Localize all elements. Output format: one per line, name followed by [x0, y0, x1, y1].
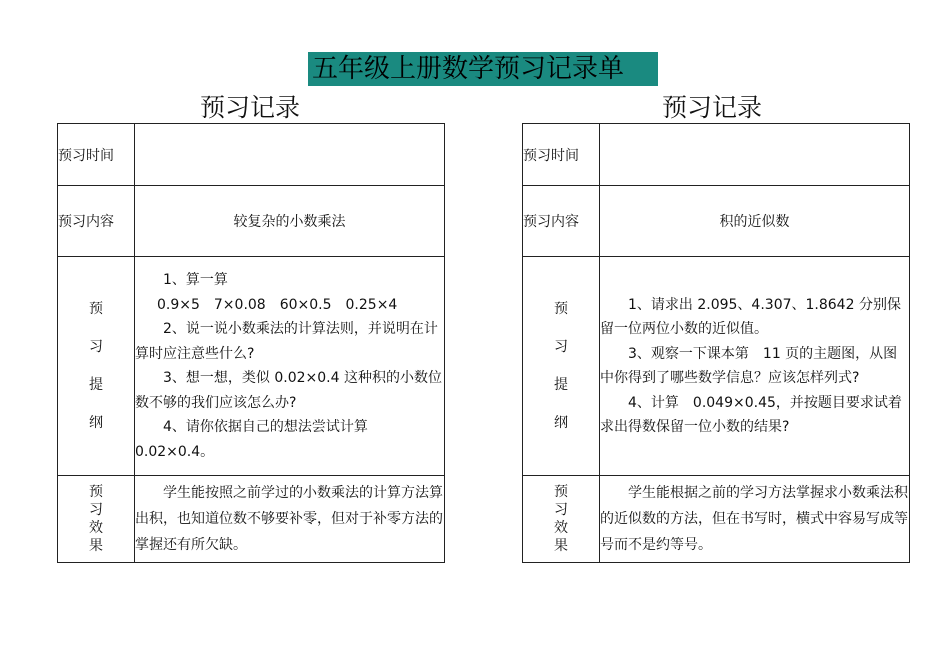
- card-heading-right: 预习记录: [662, 93, 763, 122]
- outline-content: [135, 257, 445, 476]
- label-outline-char: 习: [89, 339, 103, 355]
- label-effect-char: 预: [554, 484, 568, 500]
- label-outline-char: 纲: [89, 415, 103, 431]
- label-content: 预习内容: [58, 186, 135, 257]
- row-effect: [58, 476, 445, 563]
- label-effect-char: 效: [554, 520, 568, 536]
- effect-text: 学生能根据之前的学习方法掌握求小数乘法积的近似数的方法，但在书写时，横式中容易写成等号而不是约等号。: [600, 485, 908, 553]
- label-effect-char: 习: [89, 502, 103, 518]
- outline-item: 3、观察一下课本第 11 页的主题图，从图中你得到了哪些数学信息？应该怎样列式?: [600, 345, 898, 386]
- row-effect: [523, 476, 910, 563]
- row-content: [523, 186, 910, 257]
- label-outline-char: 提: [554, 377, 568, 393]
- effect-content: [600, 476, 910, 563]
- row-outline: [58, 257, 445, 476]
- label-time: 预习时间: [58, 124, 135, 186]
- outline-item: 2、说一说小数乘法的计算法则，并说明在计算时应注意些什么?: [135, 321, 438, 362]
- row-outline: [523, 257, 910, 476]
- label-effect-char: 果: [89, 538, 103, 554]
- label-outline: [523, 257, 600, 476]
- label-effect: [58, 476, 135, 563]
- page-title: 五年级上册数学预习记录单: [308, 52, 658, 86]
- row-content: [58, 186, 445, 257]
- row-time: [58, 124, 445, 186]
- label-outline-char: 提: [89, 377, 103, 393]
- label-outline-char: 预: [89, 301, 103, 317]
- row-time: [523, 124, 910, 186]
- outline-item: 4、请你依据自己的想法尝试计算 0.02×0.4。: [135, 419, 396, 460]
- outline-content: [600, 257, 910, 476]
- label-effect-char: 果: [554, 538, 568, 554]
- outline-item: 3、想一想，类似 0.02×0.4 这种积的小数位数不够的我们应该怎么办?: [135, 370, 442, 411]
- label-outline-char: 习: [554, 339, 568, 355]
- outline-item: 1、请求出 2.095、4.307、1.8642 分别保留一位两位小数的近似值。: [600, 296, 901, 337]
- label-content: 预习内容: [523, 186, 600, 257]
- label-effect: [523, 476, 600, 563]
- effect-text: 学生能按照之前学过的小数乘法的计算方法算出积，也知道位数不够要补零，但对于补零方法的掌握还有所欠缺。: [135, 485, 443, 553]
- record-table-right: [522, 123, 910, 563]
- topic-text: 较复杂的小数乘法: [135, 186, 445, 257]
- topic-text: 积的近似数: [600, 186, 910, 257]
- label-outline-char: 纲: [554, 415, 568, 431]
- card-heading-left: 预习记录: [200, 93, 301, 122]
- label-outline-char: 预: [554, 301, 568, 317]
- outline-item: 0.9×5 7×0.08 60×0.5 0.25×4: [157, 296, 398, 313]
- effect-content: [135, 476, 445, 563]
- label-effect-char: 效: [89, 520, 103, 536]
- record-table-left: [57, 123, 445, 563]
- label-outline: [58, 257, 135, 476]
- label-effect-char: 习: [554, 502, 568, 518]
- outline-item: 1、算一算: [163, 272, 228, 288]
- outline-item: 4、计算 0.049×0.45，并按题目要求试着求出得数保留一位小数的结果?: [600, 394, 902, 435]
- label-effect-char: 预: [89, 484, 103, 500]
- time-value: [600, 124, 910, 186]
- time-value: [135, 124, 445, 186]
- label-time: 预习时间: [523, 124, 600, 186]
